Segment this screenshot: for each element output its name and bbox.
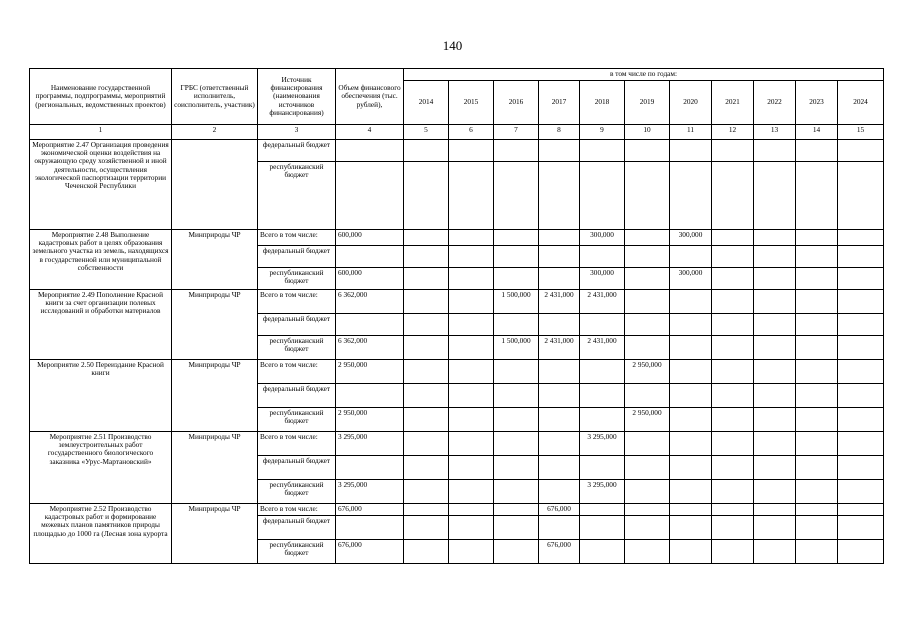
year-amount xyxy=(449,384,494,408)
year-amount xyxy=(494,162,539,230)
year-amount xyxy=(670,162,712,230)
year-amount xyxy=(449,162,494,230)
year-amount: 3 295,000 xyxy=(580,432,625,456)
header-name: Наименование государственной программы, подпрограммы, мероприятий (региональных, ведомственных проектов) xyxy=(30,69,172,125)
funding-source: Всего в том числе: xyxy=(258,432,336,456)
year-amount xyxy=(796,162,838,230)
funding-volume: 600,000 xyxy=(336,230,404,246)
year-amount: 2 431,000 xyxy=(539,336,580,360)
year-amount xyxy=(625,504,670,516)
year-amount xyxy=(580,360,625,384)
column-number: 13 xyxy=(754,125,796,140)
header-year: 2015 xyxy=(449,81,494,125)
column-number: 14 xyxy=(796,125,838,140)
year-amount xyxy=(404,408,449,432)
year-amount xyxy=(712,384,754,408)
measure-grbs: Минприроды ЧР xyxy=(172,432,258,504)
header-year: 2024 xyxy=(838,81,884,125)
year-amount xyxy=(404,314,449,336)
year-amount xyxy=(580,246,625,268)
year-amount: 2 431,000 xyxy=(580,336,625,360)
measure-name: Мероприятие 2.49 Пополнение Красной книги за счет организации полевых исследований и обработки материалов xyxy=(30,290,172,360)
year-amount xyxy=(494,140,539,162)
year-amount xyxy=(539,314,580,336)
year-amount xyxy=(449,408,494,432)
funding-volume: 3 295,000 xyxy=(336,432,404,456)
funding-source: республиканский бюджет xyxy=(258,480,336,504)
year-amount xyxy=(838,290,884,314)
header-year: 2021 xyxy=(712,81,754,125)
year-amount xyxy=(539,162,580,230)
year-amount xyxy=(754,408,796,432)
year-amount xyxy=(796,314,838,336)
year-amount xyxy=(670,336,712,360)
year-amount xyxy=(404,504,449,516)
year-amount: 300,000 xyxy=(580,230,625,246)
header-year: 2019 xyxy=(625,81,670,125)
year-amount xyxy=(670,246,712,268)
year-amount xyxy=(404,384,449,408)
year-amount xyxy=(625,314,670,336)
year-amount xyxy=(670,432,712,456)
year-amount xyxy=(404,230,449,246)
year-amount xyxy=(625,384,670,408)
funding-volume: 2 950,000 xyxy=(336,360,404,384)
funding-volume xyxy=(336,384,404,408)
year-amount xyxy=(494,230,539,246)
year-amount xyxy=(539,140,580,162)
year-amount xyxy=(494,268,539,290)
year-amount xyxy=(539,360,580,384)
year-amount xyxy=(838,230,884,246)
year-amount xyxy=(494,360,539,384)
funding-source: республиканский бюджет xyxy=(258,162,336,230)
column-number: 8 xyxy=(539,125,580,140)
year-amount xyxy=(754,268,796,290)
year-amount xyxy=(796,230,838,246)
year-amount xyxy=(838,268,884,290)
funding-volume: 6 362,000 xyxy=(336,290,404,314)
year-amount xyxy=(625,140,670,162)
year-amount: 1 500,000 xyxy=(494,290,539,314)
measure-name: Мероприятие 2.47 Организация проведения экономической оценки воздействия на окружающую среду хозяйственной и иной деятельности, осуществления экологической паспортизации территории Чеченской Республики xyxy=(30,140,172,230)
year-amount: 2 950,000 xyxy=(625,408,670,432)
year-amount xyxy=(404,432,449,456)
year-amount xyxy=(494,314,539,336)
column-number: 10 xyxy=(625,125,670,140)
funding-source: Всего в том числе: xyxy=(258,230,336,246)
funding-source: федеральный бюджет xyxy=(258,516,336,540)
year-amount xyxy=(670,456,712,480)
year-amount xyxy=(404,162,449,230)
year-amount xyxy=(754,246,796,268)
year-amount xyxy=(539,246,580,268)
measure-grbs: Минприроды ЧР xyxy=(172,230,258,290)
year-amount xyxy=(539,230,580,246)
year-amount xyxy=(580,384,625,408)
funding-source: федеральный бюджет xyxy=(258,314,336,336)
year-amount xyxy=(796,290,838,314)
year-amount: 1 500,000 xyxy=(494,336,539,360)
year-amount xyxy=(670,360,712,384)
year-amount xyxy=(449,314,494,336)
year-amount xyxy=(494,516,539,540)
header-year: 2023 xyxy=(796,81,838,125)
year-amount xyxy=(539,480,580,504)
column-number: 15 xyxy=(838,125,884,140)
year-amount xyxy=(712,480,754,504)
year-amount xyxy=(712,360,754,384)
year-amount xyxy=(670,540,712,564)
funding-volume xyxy=(336,456,404,480)
funding-source: республиканский бюджет xyxy=(258,408,336,432)
funding-volume xyxy=(336,246,404,268)
year-amount xyxy=(580,456,625,480)
year-amount xyxy=(712,516,754,540)
year-amount: 676,000 xyxy=(539,540,580,564)
year-amount xyxy=(625,540,670,564)
column-number: 1 xyxy=(30,125,172,140)
year-amount: 2 431,000 xyxy=(580,290,625,314)
year-amount xyxy=(404,246,449,268)
year-amount xyxy=(712,408,754,432)
table-row xyxy=(30,140,884,162)
measure-name: Мероприятие 2.48 Выполнение кадастровых работ в целях образования земельного участка из земель, находящихся в государственной или муниципальной собственности xyxy=(30,230,172,290)
year-amount xyxy=(449,336,494,360)
column-number: 6 xyxy=(449,125,494,140)
year-amount: 300,000 xyxy=(580,268,625,290)
year-amount xyxy=(539,408,580,432)
year-amount xyxy=(838,456,884,480)
year-amount xyxy=(580,162,625,230)
year-amount xyxy=(712,230,754,246)
year-amount xyxy=(838,384,884,408)
year-amount xyxy=(404,360,449,384)
year-amount xyxy=(580,504,625,516)
year-amount xyxy=(712,540,754,564)
year-amount xyxy=(449,360,494,384)
year-amount xyxy=(449,140,494,162)
column-number: 12 xyxy=(712,125,754,140)
year-amount xyxy=(838,516,884,540)
year-amount xyxy=(838,162,884,230)
year-amount xyxy=(494,480,539,504)
year-amount xyxy=(494,408,539,432)
year-amount xyxy=(670,408,712,432)
year-amount xyxy=(796,504,838,516)
column-number: 9 xyxy=(580,125,625,140)
column-number: 4 xyxy=(336,125,404,140)
year-amount xyxy=(712,314,754,336)
funding-volume: 600,000 xyxy=(336,268,404,290)
year-amount xyxy=(712,336,754,360)
year-amount xyxy=(838,246,884,268)
page-number: 140 xyxy=(442,38,463,53)
funding-source: федеральный бюджет xyxy=(258,246,336,268)
funding-volume: 3 295,000 xyxy=(336,480,404,504)
year-amount xyxy=(539,268,580,290)
year-amount xyxy=(796,360,838,384)
year-amount xyxy=(670,290,712,314)
year-amount xyxy=(539,516,580,540)
year-amount xyxy=(670,516,712,540)
year-amount xyxy=(670,480,712,504)
year-amount xyxy=(796,408,838,432)
year-amount xyxy=(754,140,796,162)
year-amount xyxy=(449,268,494,290)
year-amount xyxy=(670,140,712,162)
table-row xyxy=(30,230,884,246)
year-amount xyxy=(838,314,884,336)
year-amount xyxy=(539,384,580,408)
header-year: 2018 xyxy=(580,81,625,125)
year-amount xyxy=(796,336,838,360)
year-amount xyxy=(754,336,796,360)
year-amount: 2 431,000 xyxy=(539,290,580,314)
measure-name: Мероприятие 2.52 Производство кадастровых работ и формирование межевых планов памятников природы площадью до 1000 га (Лесная зона курорта xyxy=(30,504,172,564)
year-amount xyxy=(625,246,670,268)
year-amount xyxy=(754,360,796,384)
year-amount: 3 295,000 xyxy=(580,480,625,504)
header-years-title: в том числе по годам: xyxy=(404,69,884,81)
year-amount: 2 950,000 xyxy=(625,360,670,384)
year-amount xyxy=(494,384,539,408)
year-amount xyxy=(712,432,754,456)
year-amount xyxy=(754,290,796,314)
year-amount xyxy=(712,246,754,268)
year-amount xyxy=(712,290,754,314)
year-amount xyxy=(404,290,449,314)
year-amount xyxy=(494,432,539,456)
year-amount xyxy=(838,408,884,432)
column-number: 11 xyxy=(670,125,712,140)
year-amount xyxy=(580,314,625,336)
year-amount xyxy=(449,432,494,456)
year-amount xyxy=(754,504,796,516)
year-amount xyxy=(494,246,539,268)
year-amount xyxy=(449,504,494,516)
year-amount xyxy=(670,384,712,408)
year-amount xyxy=(625,336,670,360)
year-amount xyxy=(580,140,625,162)
year-amount xyxy=(404,140,449,162)
year-amount xyxy=(754,314,796,336)
year-amount xyxy=(754,162,796,230)
year-amount: 676,000 xyxy=(539,504,580,516)
measure-name: Мероприятие 2.50 Переиздание Красной книги xyxy=(30,360,172,432)
year-amount xyxy=(404,268,449,290)
measure-grbs: Минприроды ЧР xyxy=(172,360,258,432)
year-amount xyxy=(625,456,670,480)
year-amount xyxy=(754,432,796,456)
measure-name: Мероприятие 2.51 Производство землеустроительных работ государственного биологического заказника «Урус-Мартановский» xyxy=(30,432,172,504)
year-amount xyxy=(404,516,449,540)
year-amount xyxy=(670,314,712,336)
year-amount xyxy=(404,456,449,480)
year-amount xyxy=(449,290,494,314)
year-amount xyxy=(580,516,625,540)
year-amount xyxy=(625,290,670,314)
header-year: 2016 xyxy=(494,81,539,125)
year-amount xyxy=(404,480,449,504)
year-amount xyxy=(754,230,796,246)
year-amount xyxy=(796,540,838,564)
year-amount xyxy=(494,456,539,480)
column-number: 2 xyxy=(172,125,258,140)
column-number: 7 xyxy=(494,125,539,140)
year-amount xyxy=(404,540,449,564)
year-amount xyxy=(754,456,796,480)
year-amount xyxy=(625,162,670,230)
year-amount xyxy=(754,540,796,564)
header-volume: Объем финансового обеспечения (тыс. рублей), xyxy=(336,69,404,125)
year-amount xyxy=(625,230,670,246)
funding-source: Всего в том числе: xyxy=(258,360,336,384)
year-amount xyxy=(449,456,494,480)
year-amount xyxy=(670,504,712,516)
year-amount xyxy=(796,384,838,408)
table-row xyxy=(30,290,884,314)
table-row xyxy=(30,504,884,516)
funding-volume xyxy=(336,140,404,162)
year-amount xyxy=(625,516,670,540)
year-amount xyxy=(796,268,838,290)
funding-source: республиканский бюджет xyxy=(258,268,336,290)
year-amount xyxy=(625,268,670,290)
funding-source: республиканский бюджет xyxy=(258,336,336,360)
year-amount xyxy=(754,480,796,504)
column-number: 3 xyxy=(258,125,336,140)
year-amount xyxy=(754,384,796,408)
year-amount xyxy=(449,540,494,564)
header-grbs: ГРБС (ответственный исполнитель, соисполнитель, участник) xyxy=(172,69,258,125)
table-row xyxy=(30,432,884,456)
year-amount: 300,000 xyxy=(670,230,712,246)
financing-table xyxy=(29,68,884,564)
column-number: 5 xyxy=(404,125,449,140)
year-amount: 300,000 xyxy=(670,268,712,290)
year-amount xyxy=(539,456,580,480)
year-amount xyxy=(838,360,884,384)
funding-source: федеральный бюджет xyxy=(258,456,336,480)
funding-volume xyxy=(336,516,404,540)
funding-source: Всего в том числе: xyxy=(258,504,336,516)
year-amount xyxy=(712,140,754,162)
measure-grbs: Минприроды ЧР xyxy=(172,290,258,360)
year-amount xyxy=(838,432,884,456)
funding-source: республиканский бюджет xyxy=(258,540,336,564)
year-amount xyxy=(796,140,838,162)
measure-grbs: Минприроды ЧР xyxy=(172,504,258,564)
year-amount xyxy=(494,504,539,516)
table-row xyxy=(30,360,884,384)
year-amount xyxy=(580,540,625,564)
year-amount xyxy=(796,516,838,540)
funding-source: федеральный бюджет xyxy=(258,140,336,162)
year-amount xyxy=(580,408,625,432)
year-amount xyxy=(838,540,884,564)
header-year: 2017 xyxy=(539,81,580,125)
year-amount xyxy=(838,480,884,504)
year-amount xyxy=(754,516,796,540)
year-amount xyxy=(449,516,494,540)
year-amount xyxy=(625,432,670,456)
header-year: 2022 xyxy=(754,81,796,125)
year-amount xyxy=(712,268,754,290)
year-amount xyxy=(449,246,494,268)
year-amount xyxy=(796,246,838,268)
year-amount xyxy=(404,336,449,360)
funding-volume: 676,000 xyxy=(336,504,404,516)
funding-volume xyxy=(336,314,404,336)
funding-volume: 676,000 xyxy=(336,540,404,564)
header-year: 2014 xyxy=(404,81,449,125)
year-amount xyxy=(712,162,754,230)
header-year: 2020 xyxy=(670,81,712,125)
funding-volume: 2 950,000 xyxy=(336,408,404,432)
year-amount xyxy=(539,432,580,456)
year-amount xyxy=(796,432,838,456)
year-amount xyxy=(838,504,884,516)
year-amount xyxy=(796,456,838,480)
year-amount xyxy=(712,504,754,516)
year-amount xyxy=(494,540,539,564)
year-amount xyxy=(838,336,884,360)
funding-volume xyxy=(336,162,404,230)
year-amount xyxy=(625,480,670,504)
year-amount xyxy=(838,140,884,162)
year-amount xyxy=(449,230,494,246)
year-amount xyxy=(449,480,494,504)
funding-source: федеральный бюджет xyxy=(258,384,336,408)
header-source: Источник финансирования (наименования источников финансирования) xyxy=(258,69,336,125)
funding-source: Всего в том числе: xyxy=(258,290,336,314)
year-amount xyxy=(796,480,838,504)
funding-volume: 6 362,000 xyxy=(336,336,404,360)
measure-grbs xyxy=(172,140,258,230)
year-amount xyxy=(712,456,754,480)
